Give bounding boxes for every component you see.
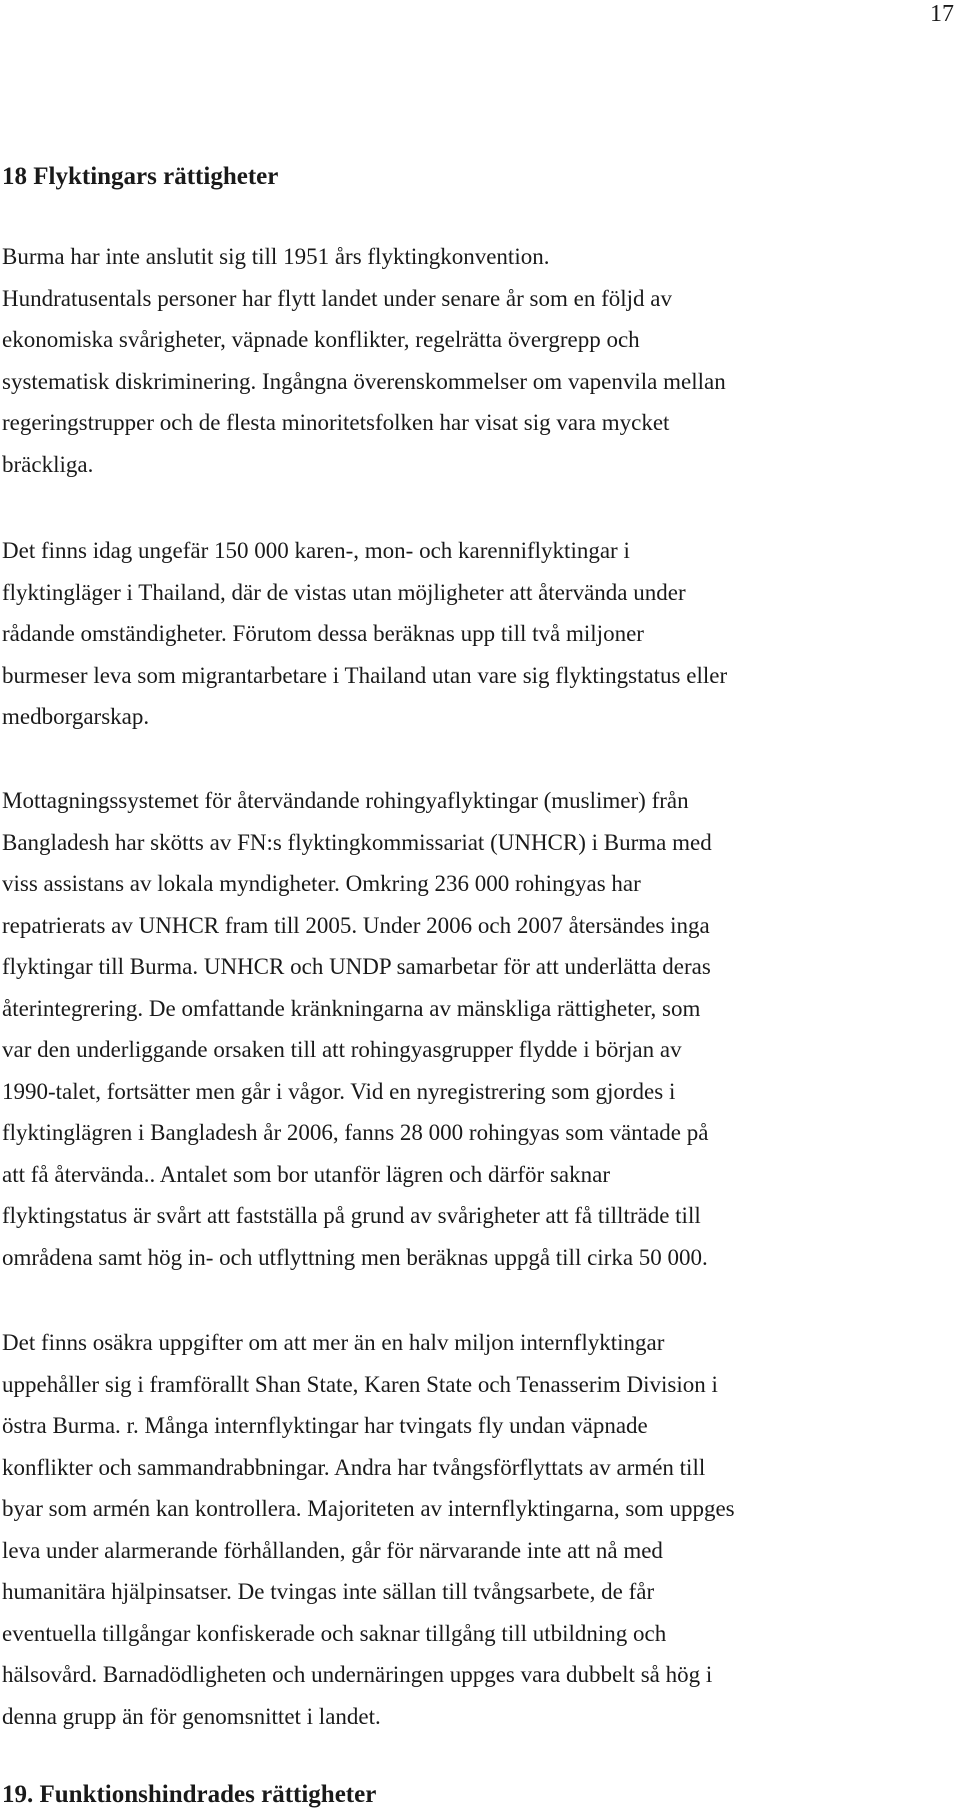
paragraph-line: humanitära hjälpinsatser. De tvingas inte sällan till tvångsarbete, de får (2, 1579, 655, 1604)
paragraph-line: viss assistans av lokala myndigheter. Omkring 236 000 rohingyas har (2, 871, 641, 896)
paragraph-line: flyktingstatus är svårt att fastställa på grund av svårigheter att få tillträde till (2, 1203, 701, 1228)
paragraph-line: byar som armén kan kontrollera. Majoriteten av internflyktingarna, som uppges (2, 1496, 735, 1521)
paragraph-line: Hundratusentals personer har flytt landet under senare år som en följd av (2, 285, 672, 311)
paragraph-line: denna grupp än för genomsnittet i landet. (2, 1703, 381, 1729)
paragraph-line: uppehåller sig i framförallt Shan State, Karen State och Tenasserim Division i (2, 1371, 718, 1397)
paragraph-line: leva under alarmerande förhållanden, går för närvarande inte att nå med (2, 1537, 663, 1563)
paragraph-line: Burma har inte anslutit sig till 1951 års flyktingkonvention. (2, 244, 550, 269)
paragraph-line: repatrierats av UNHCR fram till 2005. Under 2006 och 2007 återsändes inga (2, 912, 710, 938)
paragraph-line: områdena samt hög in- och utflyttning men beräknas uppgå till cirka 50 000. (2, 1244, 708, 1270)
section-19-heading: 19. Funktionshindrades rättigheter (2, 1781, 377, 1808)
paragraph-line: Det finns osäkra uppgifter om att mer än en halv miljon internflyktingar (2, 1330, 665, 1355)
paragraph-rohingya (2, 780, 932, 1278)
paragraph-line: regeringstrupper och de flesta minoritetsfolken har visat sig vara mycket (2, 410, 670, 435)
paragraph-line: östra Burma. r. Många internflyktingar har tvingats fly undan väpnade (2, 1413, 648, 1438)
paragraph-line: att få återvända.. Antalet som bor utanför lägren och därför saknar (2, 1161, 610, 1187)
paragraph-line: Det finns idag ungefär 150 000 karen-, mon- och karenniflyktingar i (2, 538, 630, 563)
paragraph-line: konflikter och sammandrabbningar. Andra har tvångsförflyttats av armén till (2, 1454, 706, 1480)
page-number: 17 (930, 1, 954, 27)
paragraph-line: 1990-talet, fortsätter men går i vågor. Vid en nyregistrering som gjordes i (2, 1078, 676, 1104)
paragraph-line: flyktingar till Burma. UNHCR och UNDP samarbetar för att underlätta deras (2, 954, 711, 979)
paragraph-line: flyktingläger i Thailand, där de vistas utan möjligheter att återvända under (2, 579, 686, 605)
paragraph-line: Bangladesh har skötts av FN:s flyktingkommissariat (UNHCR) i Burma med (2, 829, 712, 855)
paragraph-line: återintegrering. De omfattande kränkningarna av mänskliga rättigheter, som (2, 995, 701, 1021)
paragraph-line: medborgarskap. (2, 704, 150, 729)
paragraph-line: burmeser leva som migrantarbetare i Thailand utan vare sig flyktingstatus eller (2, 662, 728, 688)
paragraph-thailand-refugees (2, 530, 932, 738)
paragraph-internal-refugees (2, 1322, 932, 1737)
paragraph-line: hälsovård. Barnadödligheten och undernäringen uppges vara dubbelt så hög i (2, 1662, 713, 1687)
paragraph-line: ekonomiska svårigheter, väpnade konflikter, regelrätta övergrepp och (2, 327, 640, 352)
paragraph-burma-convention (2, 236, 932, 485)
paragraph-line: Mottagningssystemet för återvändande rohingyaflyktingar (muslimer) från (2, 788, 689, 813)
paragraph-line: eventuella tillgångar konfiskerade och saknar tillgång till utbildning och (2, 1620, 667, 1646)
paragraph-line: var den underliggande orsaken till att rohingyasgrupper flydde i början av (2, 1037, 682, 1062)
paragraph-line: systematisk diskriminering. Ingångna överenskommelser om vapenvila mellan (2, 368, 726, 394)
paragraph-line: flyktinglägren i Bangladesh år 2006, fanns 28 000 rohingyas som väntade på (2, 1120, 709, 1145)
section-18-heading: 18 Flyktingars rättigheter (2, 163, 279, 190)
paragraph-line: rådande omständigheter. Förutom dessa beräknas upp till två miljoner (2, 621, 644, 646)
paragraph-line: bräckliga. (2, 451, 94, 477)
